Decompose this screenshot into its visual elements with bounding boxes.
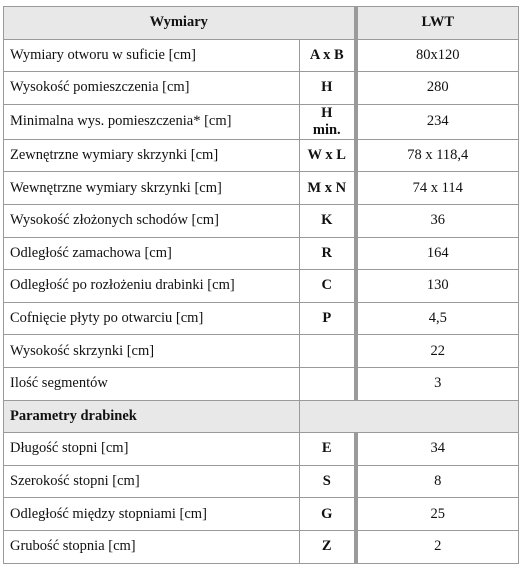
value-cell: 78 x 118,4 [356, 139, 519, 172]
table-row [4, 530, 519, 563]
value-cell: 25 [356, 498, 519, 531]
symbol-cell: W x L [300, 139, 356, 172]
symbol-cell: Z [300, 530, 356, 563]
symbol-cell [300, 367, 356, 400]
table-row [4, 39, 519, 72]
value-cell: 2 [356, 530, 519, 563]
param-cell: Odległość po rozłożeniu drabinki [cm] [4, 270, 300, 303]
table-row [4, 104, 519, 139]
specs-table [3, 6, 519, 564]
symbol-cell: A x B [300, 39, 356, 72]
value-cell: 8 [356, 465, 519, 498]
value-cell: 3 [356, 367, 519, 400]
symbol-cell: P [300, 302, 356, 335]
symbol-cell: K [300, 204, 356, 237]
table-row [4, 237, 519, 270]
table-row [4, 302, 519, 335]
table-row [4, 204, 519, 237]
value-cell: 164 [356, 237, 519, 270]
table-row [4, 335, 519, 368]
param-cell: Ilość segmentów [4, 367, 300, 400]
symbol-cell: H [300, 72, 356, 105]
symbol-cell [300, 335, 356, 368]
param-cell: Wysokość złożonych schodów [cm] [4, 204, 300, 237]
table-row [4, 72, 519, 105]
symbol-cell: E [300, 433, 356, 466]
symbol-cell: S [300, 465, 356, 498]
section-empty-cell [300, 400, 519, 433]
table-row [4, 367, 519, 400]
param-cell: Odległość zamachowa [cm] [4, 237, 300, 270]
value-cell: 74 x 114 [356, 172, 519, 205]
table-row [4, 465, 519, 498]
symbol-cell: M x N [300, 172, 356, 205]
symbol-cell: C [300, 270, 356, 303]
param-cell: Grubość stopnia [cm] [4, 530, 300, 563]
value-cell: 36 [356, 204, 519, 237]
value-cell: 4,5 [356, 302, 519, 335]
table-row [4, 139, 519, 172]
param-cell: Zewnętrzne wymiary skrzynki [cm] [4, 139, 300, 172]
param-cell: Wymiary otworu w suficie [cm] [4, 39, 300, 72]
section-title: Parametry drabinek [4, 400, 300, 433]
param-cell: Odległość między stopniami [cm] [4, 498, 300, 531]
param-cell: Wewnętrzne wymiary skrzynki [cm] [4, 172, 300, 205]
symbol-cell: G [300, 498, 356, 531]
symbol-cell: H min. [300, 104, 356, 139]
specs-table-body [4, 7, 519, 564]
param-cell: Minimalna wys. pomieszczenia* [cm] [4, 104, 300, 139]
table-row [4, 270, 519, 303]
value-cell: 34 [356, 433, 519, 466]
param-cell: Wysokość pomieszczenia [cm] [4, 72, 300, 105]
param-cell: Wysokość skrzynki [cm] [4, 335, 300, 368]
table-row [4, 498, 519, 531]
param-cell: Długość stopni [cm] [4, 433, 300, 466]
value-cell: 22 [356, 335, 519, 368]
header-dimensions: Wymiary [4, 7, 356, 40]
value-cell: 80x120 [356, 39, 519, 72]
value-cell: 130 [356, 270, 519, 303]
value-cell: 234 [356, 104, 519, 139]
table-row [4, 433, 519, 466]
symbol-cell: R [300, 237, 356, 270]
value-cell: 280 [356, 72, 519, 105]
section-header-row [4, 400, 519, 433]
header-model: LWT [356, 7, 519, 40]
param-cell: Cofnięcie płyty po otwarciu [cm] [4, 302, 300, 335]
table-header-row [4, 7, 519, 40]
param-cell: Szerokość stopni [cm] [4, 465, 300, 498]
table-row [4, 172, 519, 205]
